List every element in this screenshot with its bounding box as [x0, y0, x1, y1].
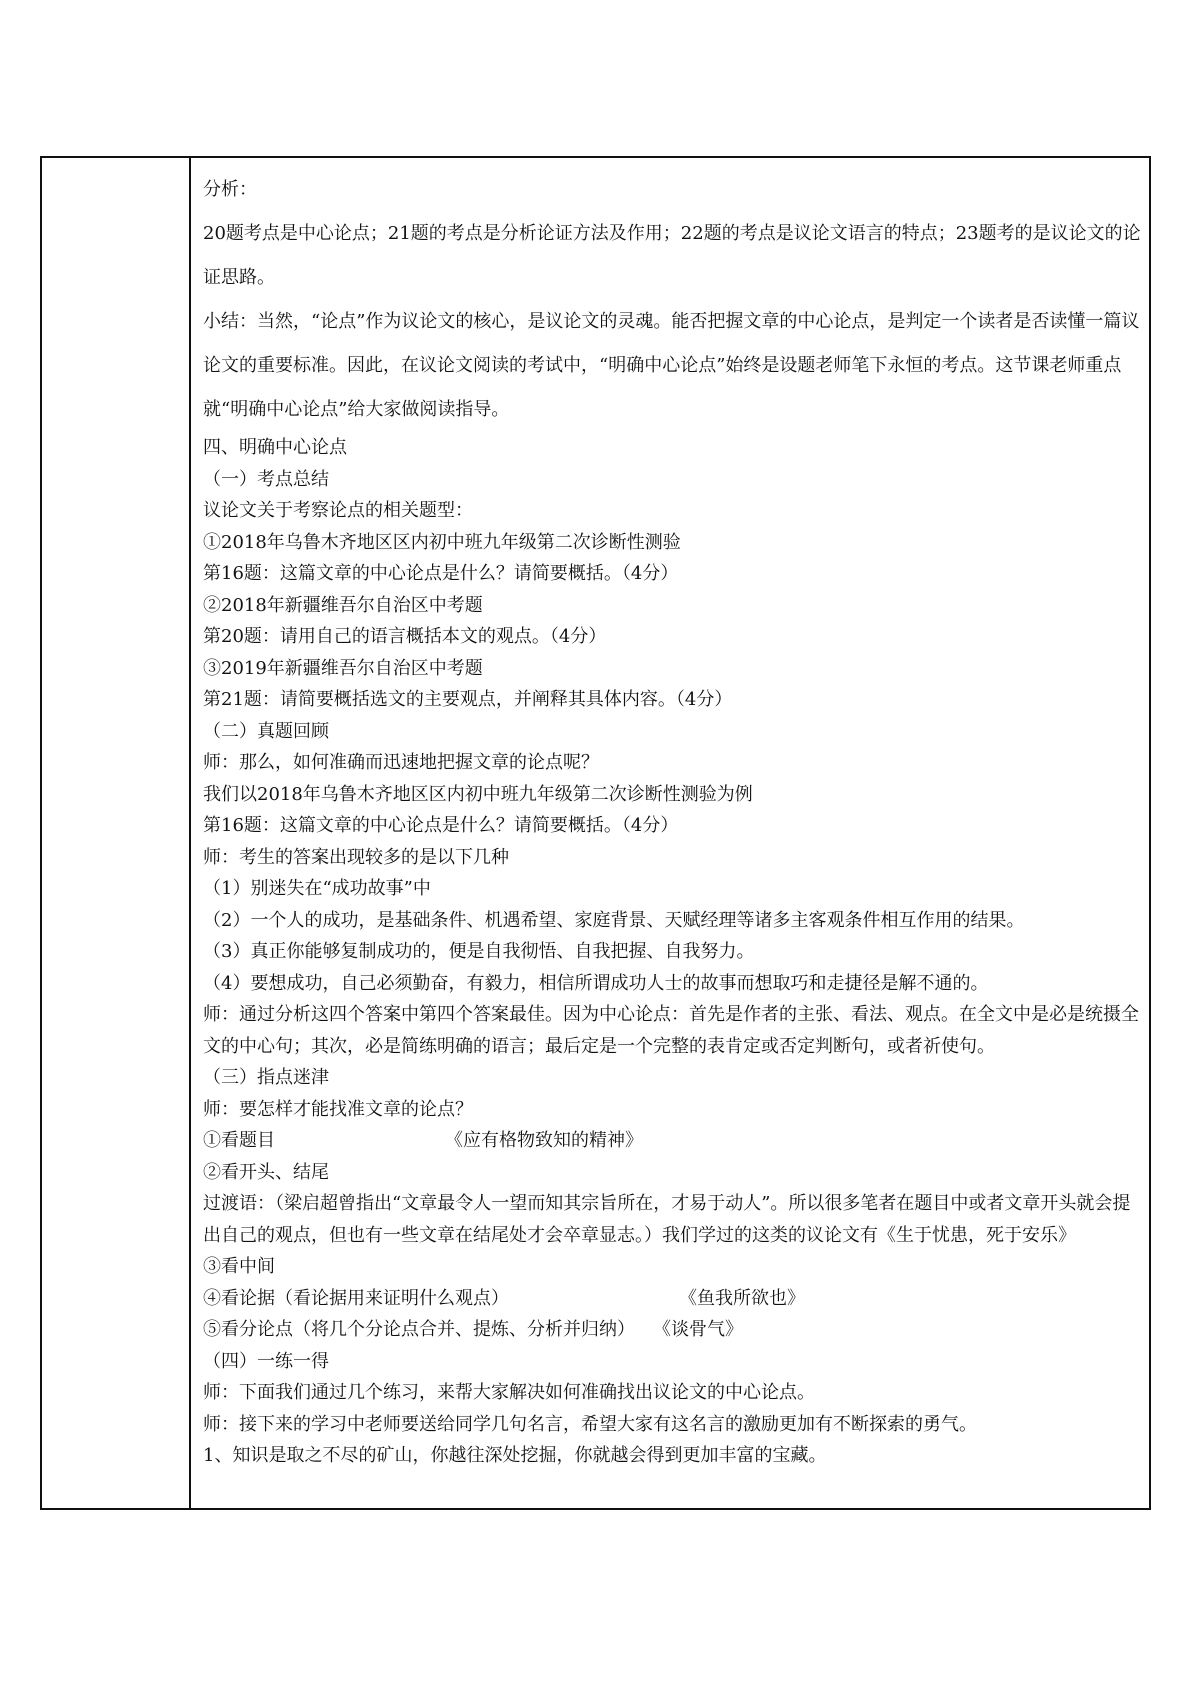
- method-5-reference: 《谈骨气》: [653, 1319, 743, 1340]
- example-intro: 我们以2018年乌鲁木齐地区区内初中班九年级第二次诊断性测验为例: [203, 783, 753, 805]
- method-5: [203, 1314, 1143, 1346]
- exam-3: ③2019年新疆维吾尔自治区中考题: [203, 657, 483, 679]
- teacher-quote-intro: 师：接下来的学习中老师要送给同学几句名言，希望大家有这名言的激励更加有不断探索的勇气。: [203, 1413, 977, 1435]
- method-2: ②看开头、结尾: [203, 1161, 329, 1183]
- subsection-1-title: （一）考点总结: [203, 468, 329, 490]
- teacher-question-1: 师：那么，如何准确而迅速地把握文章的论点呢？: [203, 752, 599, 773]
- transition-text: 过渡语：（梁启超曾指出“文章最令人一望而知其宗旨所在，才易于动人”。所以很多笔者在题目中或者文章开头就会提出自己的观点，但也有一些文章在结尾处才会卒章显志。）我们学过的这类的议论文有《生于忧患，死于安乐》: [203, 1193, 1131, 1246]
- exam-3-question: 第21题：请简要概括选文的主要观点，并阐释其具体内容。（4分）: [203, 689, 733, 710]
- answer-2: （2）一个人的成功，是基础条件、机遇希望、家庭背景、天赋经理等诸多主客观条件相互作用的结果。: [203, 909, 1025, 931]
- teacher-practice: 师：下面我们通过几个练习，来帮大家解决如何准确找出议论文的中心论点。: [203, 1382, 815, 1403]
- subsection-2-title: （二）真题回顾: [203, 720, 329, 742]
- answer-1: （1）别迷失在“成功故事”中: [203, 878, 431, 899]
- method-1-reference: 《应有格物致知的精神》: [445, 1130, 643, 1151]
- column-divider: [189, 156, 191, 1510]
- summary-text: 小结：当然，“论点”作为议论文的核心，是议论文的灵魂。能否把握文章的中心论点，是判定一个读者是否读懂一篇议论文的重要标准。因此，在议论文阅读的考试中，“明确中心论点”始终是设题老师笔下永恒的考点。这节课老师重点就“明确中心论点”给大家做阅读指导。: [203, 311, 1140, 420]
- answer-3: （3）真正你能够复制成功的，便是自我彻悟、自我把握、自我努力。: [203, 941, 755, 962]
- section-4-title: 四、明确中心论点: [203, 437, 347, 458]
- analysis-text: 20题考点是中心论点；21题的考点是分析论证方法及作用；22题的考点是议论文语言的特点；23题考的是议论文的论证思路。: [203, 223, 1141, 288]
- quote-1: 1、知识是取之不尽的矿山，你越往深处挖掘，你就越会得到更加丰富的宝藏。: [203, 1445, 827, 1466]
- subsection-4-title: （四）一练一得: [203, 1350, 329, 1372]
- exam-2-question: 第20题：请用自己的语言概括本文的观点。（4分）: [203, 626, 607, 647]
- answer-4: （4）要想成功，自己必须勤奋，有毅力，相信所谓成功人士的故事而想取巧和走捷径是解不通的。: [203, 972, 989, 994]
- method-1: [203, 1125, 1143, 1157]
- answers-intro: 师：考生的答案出现较多的是以下几种: [203, 846, 509, 868]
- exam-2: ②2018年新疆维吾尔自治区中考题: [203, 594, 483, 616]
- question-types-intro: 议论文关于考察论点的相关题型：: [203, 500, 473, 521]
- method-4: [203, 1283, 1143, 1315]
- method-5-text: ⑤看分论点（将几个分论点合并、提炼、分析并归纳）: [203, 1319, 635, 1340]
- lesson-content: [203, 168, 1143, 1472]
- teacher-question-2: 师：要怎样才能找准文章的论点？: [203, 1098, 473, 1120]
- teacher-analysis: 师：通过分析这四个答案中第四个答案最佳。因为中心论点：首先是作者的主张、看法、观点。在全文中是必是统摄全文的中心句；其次，必是简练明确的语言；最后定是一个完整的表肯定或否定判断句，或者祈使句。: [203, 1004, 1139, 1057]
- method-3: ③看中间: [203, 1256, 275, 1277]
- exam-1: ①2018年乌鲁木齐地区区内初中班九年级第二次诊断性测验: [203, 531, 681, 553]
- method-4-reference: 《鱼我所欲也》: [679, 1287, 805, 1309]
- example-question: 第16题：这篇文章的中心论点是什么？请简要概括。（4分）: [203, 815, 679, 836]
- analysis-label: 分析：: [203, 179, 257, 200]
- method-4-text: ④看论据（看论据用来证明什么观点）: [203, 1287, 509, 1309]
- subsection-3-title: （三）指点迷津: [203, 1067, 329, 1088]
- exam-1-question: 第16题：这篇文章的中心论点是什么？请简要概括。（4分）: [203, 563, 679, 584]
- method-1-text: ①看题目: [203, 1130, 275, 1151]
